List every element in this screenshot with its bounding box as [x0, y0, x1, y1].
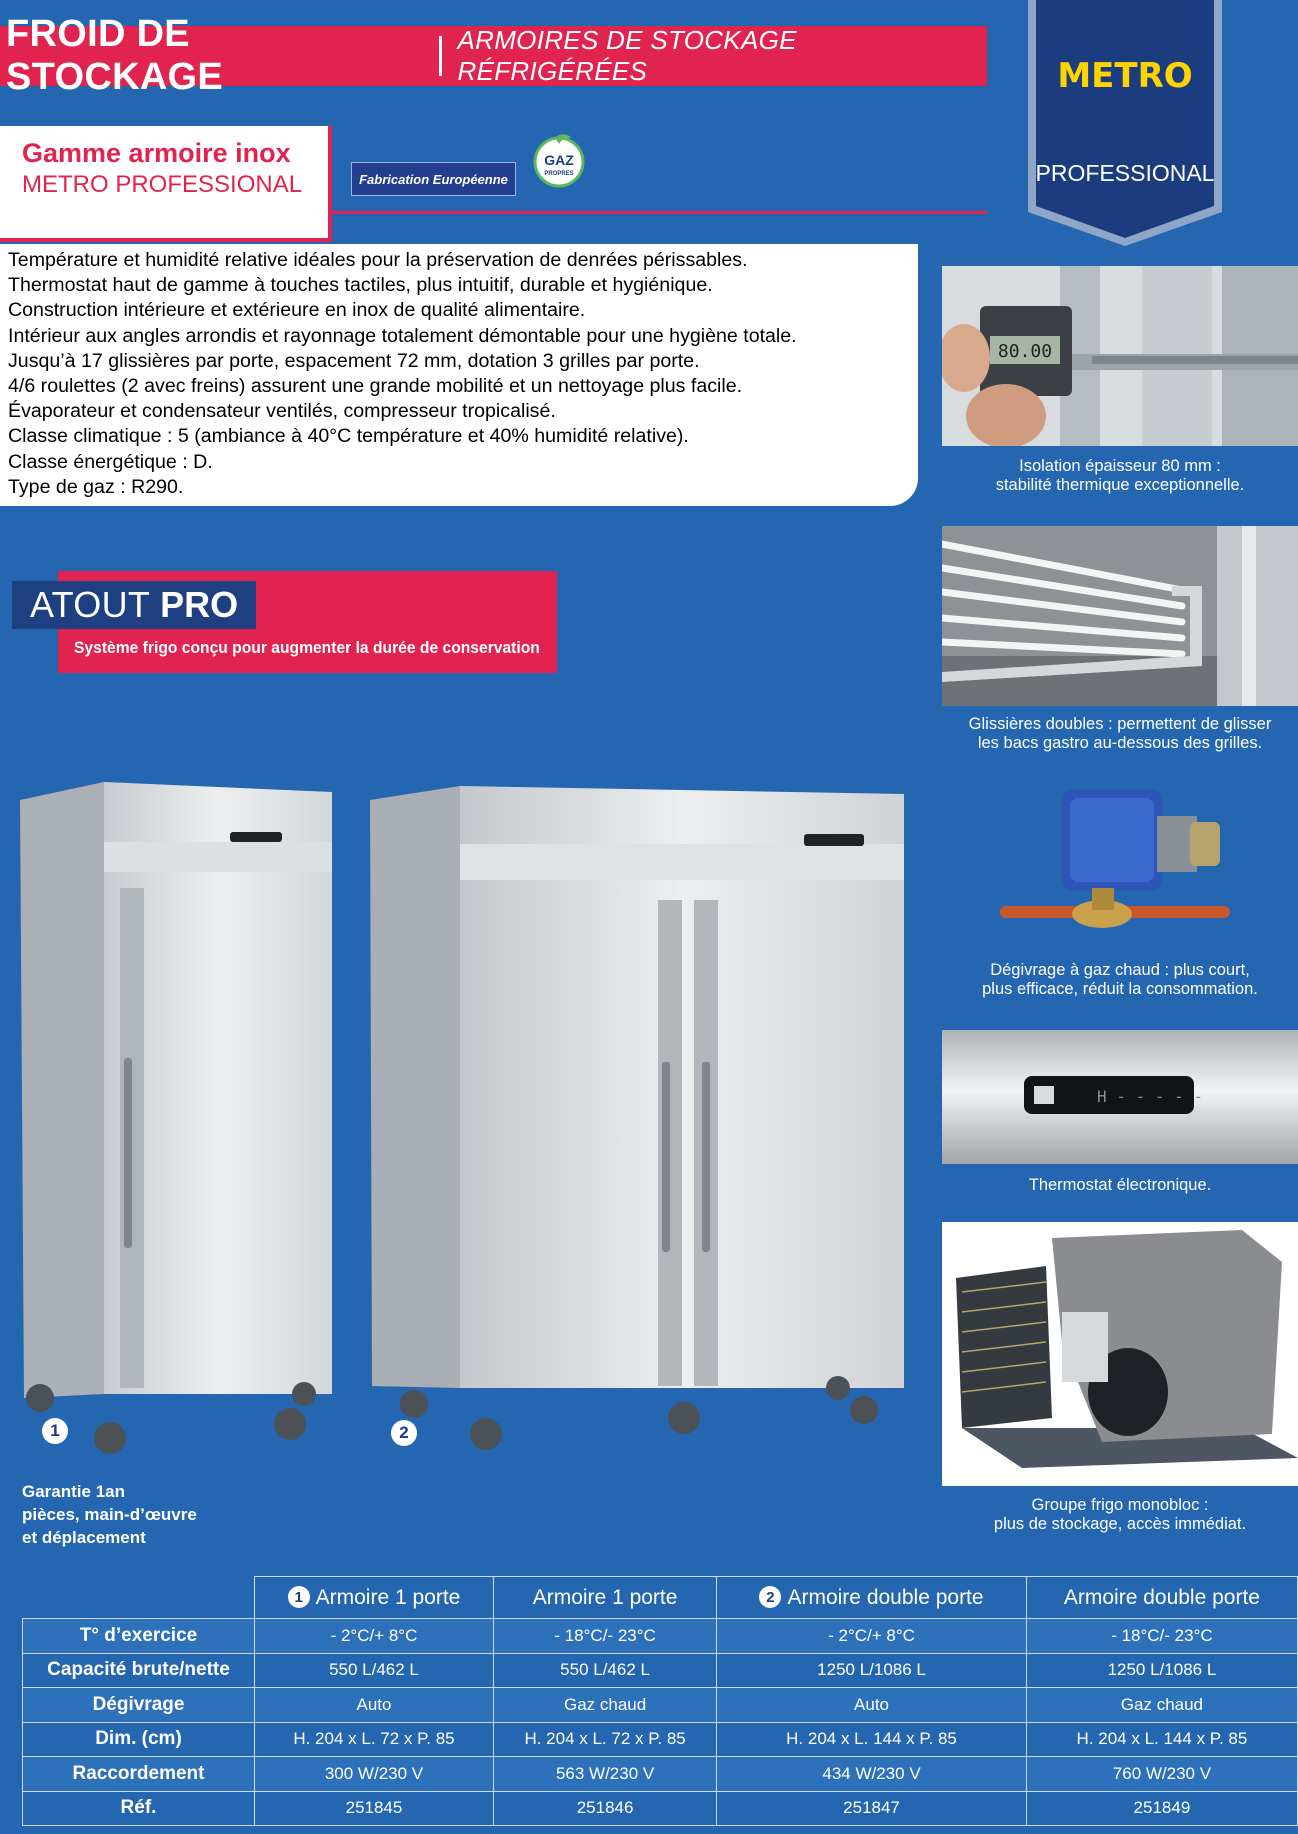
solenoid-valve-icon — [942, 778, 1298, 948]
table-header-row — [23, 1577, 1298, 1619]
table-cell: - 18°C/- 23°C — [1026, 1619, 1297, 1654]
column-header — [717, 1577, 1027, 1619]
table-cell: Gaz chaud — [493, 1688, 716, 1723]
feature-line: Jusqu’à 17 glissières par porte, espacement 72 mm, dotation 3 grilles par porte. — [8, 349, 700, 372]
header-badge: 1 — [288, 1586, 310, 1608]
caption-line: Isolation épaisseur 80 mm : — [1019, 457, 1221, 475]
header-title: FROID DE STOCKAGE — [6, 13, 224, 98]
monobloc-unit-photo — [942, 1222, 1298, 1486]
table-cell: Auto — [255, 1688, 494, 1723]
svg-text:H - - - - -: H - - - - - — [1097, 1087, 1203, 1106]
range-title-box — [0, 126, 332, 242]
table-row — [23, 1653, 1298, 1688]
garantie-line: pièces, main-d’œuvre — [22, 1505, 197, 1524]
feature-line: Classe énergétique : D. — [8, 450, 213, 473]
table-cell: 563 W/230 V — [493, 1757, 716, 1792]
column-header-label: Armoire double porte — [787, 1585, 984, 1609]
column-header-label: Armoire 1 porte — [315, 1585, 461, 1609]
caption-line: plus de stockage, accès immédiat. — [993, 1515, 1247, 1533]
table-cell: Auto — [717, 1688, 1027, 1723]
table-row — [23, 1757, 1298, 1792]
feature-line: Classe climatique : 5 (ambiance à 40°C température et 40% humidité relative). — [8, 425, 689, 448]
feature-line: Intérieur aux angles arrondis et rayonnage totalement démontable pour une hygiène totale. — [8, 324, 797, 347]
garantie-text — [22, 1480, 197, 1549]
header-subtitle: ARMOIRES DE STOCKAGE RÉFRIGÉRÉES — [457, 25, 797, 86]
table-cell: 251846 — [493, 1791, 716, 1826]
table-cell: 1250 L/1086 L — [1026, 1653, 1297, 1688]
header-separator — [439, 36, 442, 76]
caliper-photo — [942, 266, 1298, 446]
header-divider — [332, 211, 987, 214]
row-label: Dégivrage — [23, 1688, 255, 1723]
header-badge: 2 — [759, 1586, 781, 1608]
caption-line: stabilité thermique exceptionnelle. — [995, 476, 1245, 494]
table-cell: 251845 — [255, 1791, 494, 1826]
feature-line: Évaporateur et condensateur ventilés, compresseur tropicalisé. — [8, 400, 556, 423]
table-cell: 434 W/230 V — [717, 1757, 1027, 1792]
pro-label: PRO — [160, 584, 239, 625]
range-subtitle: METRO PROFESSIONAL — [22, 171, 303, 198]
table-cell: 300 W/230 V — [255, 1757, 494, 1792]
table-row — [23, 1791, 1298, 1826]
table-cell: 760 W/230 V — [1026, 1757, 1297, 1792]
header-banner — [0, 13, 987, 98]
fabrication-europeenne-logo — [351, 162, 516, 196]
table-row — [23, 1722, 1298, 1757]
caption-thermostat — [942, 1176, 1298, 1195]
metro-professional-logo — [1024, 0, 1226, 250]
cabinet-badge-2: 2 — [391, 1420, 417, 1446]
caption-shelf-rails — [942, 715, 1298, 753]
caption-insulation — [942, 457, 1298, 495]
column-header-label: Armoire 1 porte — [532, 1585, 678, 1609]
caption-hot-gas — [942, 961, 1298, 999]
table-row — [23, 1688, 1298, 1723]
row-label: Capacité brute/nette — [23, 1653, 255, 1688]
range-title: Gamme armoire inox — [22, 138, 291, 168]
fabrication-label: Fabrication Européenne — [359, 171, 508, 187]
caption-line: Glissières doubles : permettent de glisser — [968, 715, 1272, 733]
gaz-propres-logo — [531, 132, 587, 188]
caption-line: Groupe frigo monobloc : — [1031, 1496, 1209, 1514]
table-cell: - 2°C/+ 8°C — [255, 1619, 494, 1654]
propres-text: PROPRES — [544, 171, 574, 177]
table-cell: - 18°C/- 23°C — [493, 1619, 716, 1654]
single-door-cabinet-image — [20, 778, 340, 1454]
table-cell: 251849 — [1026, 1791, 1297, 1826]
table-cell: 550 L/462 L — [255, 1653, 494, 1688]
table-cell: 251847 — [717, 1791, 1027, 1826]
feature-line: Type de gaz : R290. — [8, 475, 184, 498]
feature-line: 4/6 roulettes (2 avec freins) assurent une grande mobilité et un nettoyage plus facile. — [8, 375, 743, 398]
gaz-text: GAZ — [544, 152, 574, 168]
cabinet-badge-1: 1 — [42, 1418, 68, 1444]
column-header-label: Armoire double porte — [1063, 1585, 1260, 1609]
column-header — [255, 1577, 494, 1619]
row-label: Raccordement — [23, 1757, 255, 1792]
double-door-cabinet-image — [368, 784, 906, 1454]
table-cell: 1250 L/1086 L — [717, 1653, 1027, 1688]
table-row — [23, 1619, 1298, 1654]
thermostat-icon — [942, 1030, 1298, 1164]
caption-line: Thermostat électronique. — [1028, 1176, 1212, 1194]
monobloc-icon — [942, 1222, 1298, 1486]
caption-line: les bacs gastro au-dessous des grilles. — [977, 734, 1263, 752]
column-header — [1026, 1577, 1297, 1619]
column-header — [493, 1577, 716, 1619]
atout-pro-subtitle: Système frigo conçu pour augmenter la durée de conservation — [74, 638, 540, 657]
table-cell: H. 204 x L. 144 x P. 85 — [717, 1722, 1027, 1757]
table-cell: - 2°C/+ 8°C — [717, 1619, 1027, 1654]
caliper-icon — [942, 266, 1298, 446]
caption-line: Dégivrage à gaz chaud : plus court, — [990, 961, 1250, 979]
row-label: T° d’exercice — [23, 1619, 255, 1654]
table-cell: 550 L/462 L — [493, 1653, 716, 1688]
table-cell: H. 204 x L. 72 x P. 85 — [255, 1722, 494, 1757]
spec-table — [22, 1576, 1298, 1826]
solenoid-valve-photo — [942, 778, 1298, 948]
table-cell: H. 204 x L. 72 x P. 85 — [493, 1722, 716, 1757]
table-corner — [23, 1577, 255, 1619]
features-list — [0, 244, 918, 506]
garantie-line: Garantie 1an — [22, 1482, 125, 1501]
row-label: Réf. — [23, 1791, 255, 1826]
metro-professional-text: PROFESSIONAL — [1035, 160, 1215, 186]
caption-monobloc — [942, 1496, 1298, 1534]
feature-line: Construction intérieure et extérieure en inox de qualité alimentaire. — [8, 299, 586, 322]
metro-wordmark: METRO — [1057, 56, 1193, 96]
shield-icon — [1024, 0, 1226, 250]
atout-pro-tag — [12, 581, 256, 629]
table-cell: H. 204 x L. 144 x P. 85 — [1026, 1722, 1297, 1757]
atout-label: ATOUT — [30, 584, 151, 625]
shelf-rails-icon — [942, 526, 1298, 706]
thermostat-panel-photo — [942, 1030, 1298, 1164]
leaf-gas-icon — [531, 132, 587, 188]
caption-line: plus efficace, réduit la consommation. — [982, 980, 1258, 998]
table-cell: Gaz chaud — [1026, 1688, 1297, 1723]
shelf-rails-photo — [942, 526, 1298, 706]
feature-line: Thermostat haut de gamme à touches tactiles, plus intuitif, durable et hygiénique. — [8, 274, 713, 297]
feature-line: Température et humidité relative idéales pour la préservation de denrées périssables. — [8, 249, 748, 271]
row-label: Dim. (cm) — [23, 1722, 255, 1757]
caliper-display: 80.00 — [997, 341, 1053, 362]
garantie-line: et déplacement — [22, 1528, 146, 1547]
